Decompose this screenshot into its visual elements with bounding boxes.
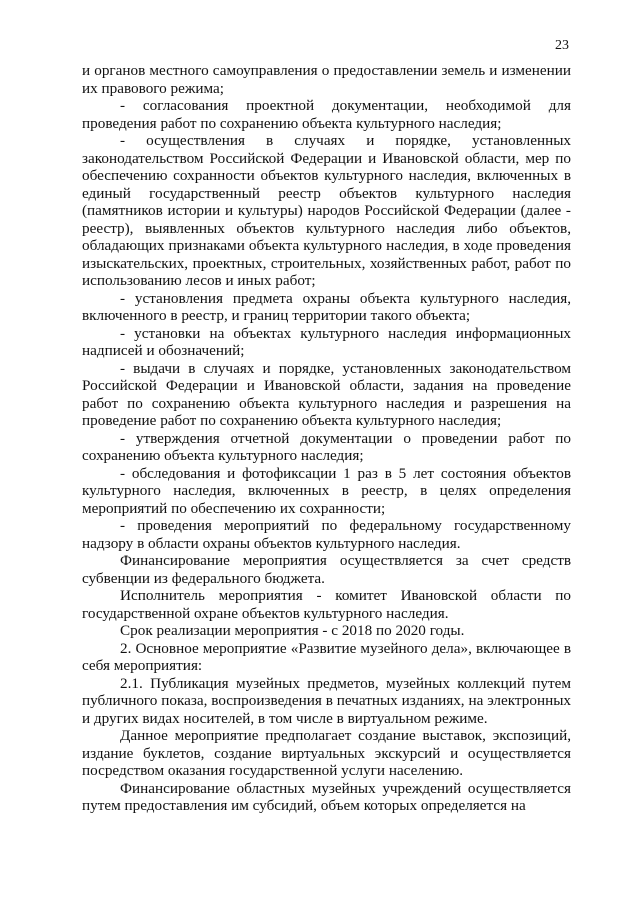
- paragraph: - согласования проектной документации, необходимой для проведения работ по сохранению объекта культурного наследия;: [82, 97, 571, 132]
- paragraph: - выдачи в случаях и порядке, установленных законодательством Российской Федерации и Ивановской области, задания на проведение работ по сохранению объекта культурного наследия и разрешения на проведение работ по сохранению объекта культурного наследия;: [82, 359, 571, 429]
- paragraph: Данное мероприятие предполагает создание выставок, экспозиций, издание буклетов, создание виртуальных экскурсий и осуществляется посредством оказания государственной услуги населению.: [82, 727, 571, 779]
- paragraph: Срок реализации мероприятия - с 2018 по 2020 годы.: [120, 622, 465, 639]
- paragraph: - обследования и фотофиксации 1 раз в 5 лет состояния объектов культурного наследия, включенных в реестр, в целях определения мероприятий по обеспечению их сохранности;: [82, 464, 571, 517]
- paragraph: - проведения мероприятий по федеральному государственному надзору в области охраны объектов культурного наследия.: [82, 517, 571, 552]
- paragraph: - утверждения отчетной документации о проведении работ по сохранению объекта культурного наследия;: [82, 429, 571, 464]
- paragraph: 2. Основное мероприятие «Развитие музейного дела», включающее в себя мероприятия:: [82, 639, 571, 674]
- paragraph: Финансирование областных музейных учреждений осуществляется путем предоставления им субсидий, объем которых определяется на: [82, 779, 571, 814]
- paragraph: Исполнитель мероприятия - комитет Ивановской области по государственной охране объектов культурного наследия.: [82, 587, 571, 622]
- paragraph: - установления предмета охраны объекта культурного наследия, включенного в реестр, и границ территории такого объекта;: [82, 289, 571, 324]
- paragraph: и органов местного самоуправления о предоставлении земель и изменении их правового режима;: [82, 62, 571, 97]
- paragraph: - установки на объектах культурного наследия информационных надписей и обозначений;: [82, 324, 571, 359]
- paragraph: - осуществления в случаях и порядке, установленных законодательством Российской Федерации и Ивановской области, мер по обеспечению сохранности объектов культурного наследия, включенных в единый государственный реестр объектов культурного наследия (памятников истории и культуры) народов Российской Федерации (далее - реестр), выявленных объектов культурного наследия либо объектов, обладающих признаками объекта культурного наследия, в ходе проведения изыскательских, проектных, строительных, хозяйственных работ, работ по использованию лесов и иных работ;: [82, 132, 571, 289]
- paragraph: Финансирование мероприятия осуществляется за счет средств субвенции из федерального бюджета.: [82, 552, 571, 587]
- page-number: 23: [555, 38, 569, 53]
- document-body: [82, 62, 571, 815]
- paragraph: 2.1. Публикация музейных предметов, музейных коллекций путем публичного показа, воспроизведения в печатных изданиях, на электронных и других видах носителей, в том числе в виртуальном режиме.: [82, 674, 571, 727]
